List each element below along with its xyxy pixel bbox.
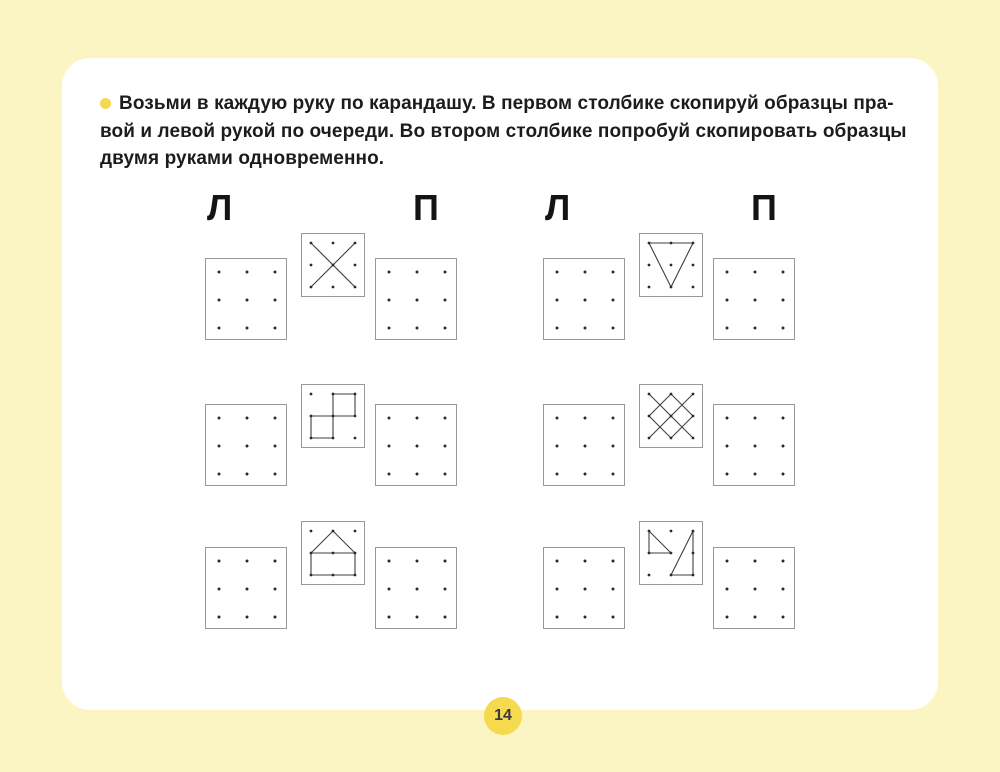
grid-dot	[354, 393, 357, 396]
grid-dot	[612, 417, 615, 420]
grid-dot	[612, 327, 615, 330]
grid-dot	[310, 264, 313, 267]
grid-dot	[416, 473, 419, 476]
pattern-line	[649, 243, 671, 287]
grid-dot	[556, 299, 559, 302]
copy-dot-grid-square	[543, 258, 625, 340]
header-left-hand-col-2: Л	[545, 187, 571, 228]
grid-dot	[332, 574, 335, 577]
pattern-line	[671, 243, 693, 287]
grid-dot	[556, 473, 559, 476]
copy-dot-grid-square	[375, 404, 457, 486]
grid-dot	[218, 473, 221, 476]
grid-dot	[246, 616, 249, 619]
grid-dot	[648, 437, 651, 440]
grid-dot	[332, 393, 335, 396]
grid-dot	[692, 530, 695, 533]
header-right-hand-col-1: П	[413, 187, 439, 228]
pattern-drawing	[640, 385, 702, 447]
pattern-drawing	[640, 234, 702, 296]
grid-dot	[670, 242, 673, 245]
grid-dot	[246, 299, 249, 302]
copy-dot-grid-square	[713, 258, 795, 340]
copy-dot-grid-square	[543, 547, 625, 629]
copy-dot-grid-square	[713, 404, 795, 486]
grid-dot	[444, 445, 447, 448]
grid-dot	[782, 445, 785, 448]
grid-dot	[274, 327, 277, 330]
grid-dot	[388, 299, 391, 302]
instruction-line-1	[100, 90, 915, 118]
grid-dot	[246, 560, 249, 563]
grid-dot	[754, 299, 757, 302]
grid-dot	[556, 560, 559, 563]
grid-dot	[692, 437, 695, 440]
header-right-hand-col-2: П	[751, 187, 777, 228]
grid-dot	[274, 473, 277, 476]
grid-dot	[354, 264, 357, 267]
pattern-sample-two-squares-step	[301, 384, 365, 448]
pattern-drawing	[302, 385, 364, 447]
grid-dot	[692, 552, 695, 555]
grid-dot	[388, 271, 391, 274]
grid-dot	[612, 473, 615, 476]
grid-dot	[332, 415, 335, 418]
grid-dot	[584, 588, 587, 591]
copy-dot-grid-square	[205, 547, 287, 629]
grid-dot	[218, 616, 221, 619]
grid-dot	[354, 286, 357, 289]
grid-dot	[612, 588, 615, 591]
grid-dot	[754, 327, 757, 330]
grid-dot	[648, 264, 651, 267]
grid-dot	[274, 588, 277, 591]
grid-dot	[648, 286, 651, 289]
instructions	[100, 90, 915, 173]
grid-dot	[354, 574, 357, 577]
grid-dot	[218, 327, 221, 330]
grid-dot	[218, 445, 221, 448]
grid-dot	[218, 271, 221, 274]
pattern-drawing	[640, 522, 702, 584]
grid-dot	[218, 560, 221, 563]
grid-dot	[782, 588, 785, 591]
grid-dot	[726, 560, 729, 563]
grid-dot	[692, 574, 695, 577]
grid-dot	[754, 271, 757, 274]
grid-dot	[246, 445, 249, 448]
pattern-sample-diamond-with-cross	[639, 384, 703, 448]
grid-dot	[754, 445, 757, 448]
grid-dot	[332, 264, 335, 267]
grid-dot	[354, 437, 357, 440]
grid-dot	[388, 417, 391, 420]
grid-dot	[754, 417, 757, 420]
grid-dot	[782, 299, 785, 302]
grid-dot	[612, 560, 615, 563]
grid-dot	[416, 560, 419, 563]
grid-dot	[782, 327, 785, 330]
grid-dot	[726, 299, 729, 302]
pattern-line	[311, 531, 333, 553]
grid-dot	[388, 560, 391, 563]
instruction-text-1: Возьми в каждую руку по карандашу. В первом столбике скопируй образцы пра-	[119, 93, 894, 114]
bullet-icon	[100, 98, 111, 109]
grid-dot	[726, 616, 729, 619]
grid-dot	[310, 574, 313, 577]
grid-dot	[670, 552, 673, 555]
grid-dot	[246, 473, 249, 476]
grid-dot	[274, 271, 277, 274]
grid-dot	[692, 242, 695, 245]
grid-dot	[354, 242, 357, 245]
pattern-sample-down-triangle	[639, 233, 703, 297]
pattern-line	[333, 531, 355, 553]
grid-dot	[648, 393, 651, 396]
grid-dot	[416, 445, 419, 448]
grid-dot	[584, 616, 587, 619]
grid-dot	[246, 271, 249, 274]
grid-dot	[692, 264, 695, 267]
grid-dot	[556, 616, 559, 619]
grid-dot	[332, 242, 335, 245]
grid-dot	[670, 530, 673, 533]
grid-dot	[246, 327, 249, 330]
grid-dot	[444, 473, 447, 476]
grid-dot	[354, 530, 357, 533]
grid-dot	[274, 417, 277, 420]
grid-dot	[444, 616, 447, 619]
grid-dot	[782, 417, 785, 420]
grid-dot	[612, 271, 615, 274]
instruction-line-3: двумя руками одновременно.	[100, 148, 385, 169]
grid-dot	[310, 393, 313, 396]
grid-dot	[584, 327, 587, 330]
grid-dot	[556, 271, 559, 274]
pattern-line	[671, 531, 693, 575]
grid-dot	[692, 415, 695, 418]
header-left-hand-col-1: Л	[207, 187, 233, 228]
grid-dot	[648, 242, 651, 245]
grid-dot	[726, 271, 729, 274]
grid-dot	[726, 445, 729, 448]
grid-dot	[416, 271, 419, 274]
grid-dot	[246, 417, 249, 420]
grid-dot	[354, 415, 357, 418]
grid-dot	[754, 616, 757, 619]
grid-dot	[692, 286, 695, 289]
grid-dot	[444, 417, 447, 420]
grid-dot	[332, 437, 335, 440]
grid-dot	[310, 415, 313, 418]
copy-dot-grid-square	[543, 404, 625, 486]
copy-dot-grid-square	[375, 258, 457, 340]
grid-dot	[670, 574, 673, 577]
grid-dot	[726, 327, 729, 330]
grid-dot	[726, 473, 729, 476]
grid-dot	[354, 552, 357, 555]
pattern-sample-house-with-ceiling	[301, 521, 365, 585]
grid-dot	[782, 616, 785, 619]
grid-dot	[612, 616, 615, 619]
grid-dot	[726, 588, 729, 591]
grid-dot	[388, 327, 391, 330]
grid-dot	[388, 616, 391, 619]
grid-dot	[388, 588, 391, 591]
grid-dot	[726, 417, 729, 420]
grid-dot	[692, 393, 695, 396]
grid-dot	[670, 437, 673, 440]
grid-dot	[670, 286, 673, 289]
grid-dot	[584, 299, 587, 302]
grid-dot	[648, 574, 651, 577]
grid-dot	[246, 588, 249, 591]
grid-dot	[332, 530, 335, 533]
grid-dot	[274, 299, 277, 302]
grid-dot	[584, 445, 587, 448]
copy-dot-grid-square	[713, 547, 795, 629]
grid-dot	[444, 271, 447, 274]
grid-dot	[584, 417, 587, 420]
grid-dot	[416, 417, 419, 420]
grid-dot	[416, 616, 419, 619]
grid-dot	[444, 560, 447, 563]
grid-dot	[556, 417, 559, 420]
grid-dot	[416, 327, 419, 330]
grid-dot	[584, 271, 587, 274]
grid-dot	[584, 473, 587, 476]
grid-dot	[648, 530, 651, 533]
copy-dot-grid-square	[205, 404, 287, 486]
grid-dot	[388, 445, 391, 448]
grid-dot	[310, 286, 313, 289]
grid-dot	[670, 415, 673, 418]
grid-dot	[332, 552, 335, 555]
grid-dot	[556, 445, 559, 448]
pattern-drawing	[302, 522, 364, 584]
grid-dot	[416, 299, 419, 302]
grid-dot	[444, 299, 447, 302]
grid-dot	[584, 560, 587, 563]
grid-dot	[556, 588, 559, 591]
grid-dot	[556, 327, 559, 330]
grid-dot	[648, 415, 651, 418]
grid-dot	[274, 560, 277, 563]
grid-dot	[444, 327, 447, 330]
grid-dot	[782, 271, 785, 274]
grid-dot	[612, 445, 615, 448]
grid-dot	[274, 616, 277, 619]
grid-dot	[444, 588, 447, 591]
copy-dot-grid-square	[375, 547, 457, 629]
grid-dot	[754, 473, 757, 476]
page-number-badge: 14	[484, 697, 522, 735]
grid-dot	[754, 560, 757, 563]
grid-dot	[648, 552, 651, 555]
grid-dot	[782, 473, 785, 476]
grid-dot	[416, 588, 419, 591]
grid-dot	[388, 473, 391, 476]
pattern-drawing	[302, 234, 364, 296]
grid-dot	[310, 242, 313, 245]
grid-dot	[274, 445, 277, 448]
grid-dot	[670, 393, 673, 396]
copy-dot-grid-square	[205, 258, 287, 340]
grid-dot	[310, 530, 313, 533]
grid-dot	[782, 560, 785, 563]
grid-dot	[218, 588, 221, 591]
grid-dot	[310, 437, 313, 440]
pattern-line	[649, 531, 671, 553]
pattern-sample-x-cross	[301, 233, 365, 297]
grid-dot	[670, 264, 673, 267]
instruction-line-2: вой и левой рукой по очереди. Во втором столбике попробуй скопировать образцы	[100, 120, 907, 142]
grid-dot	[754, 588, 757, 591]
grid-dot	[310, 552, 313, 555]
grid-dot	[218, 417, 221, 420]
grid-dot	[612, 299, 615, 302]
grid-dot	[218, 299, 221, 302]
grid-dot	[332, 286, 335, 289]
pattern-sample-two-triangles	[639, 521, 703, 585]
